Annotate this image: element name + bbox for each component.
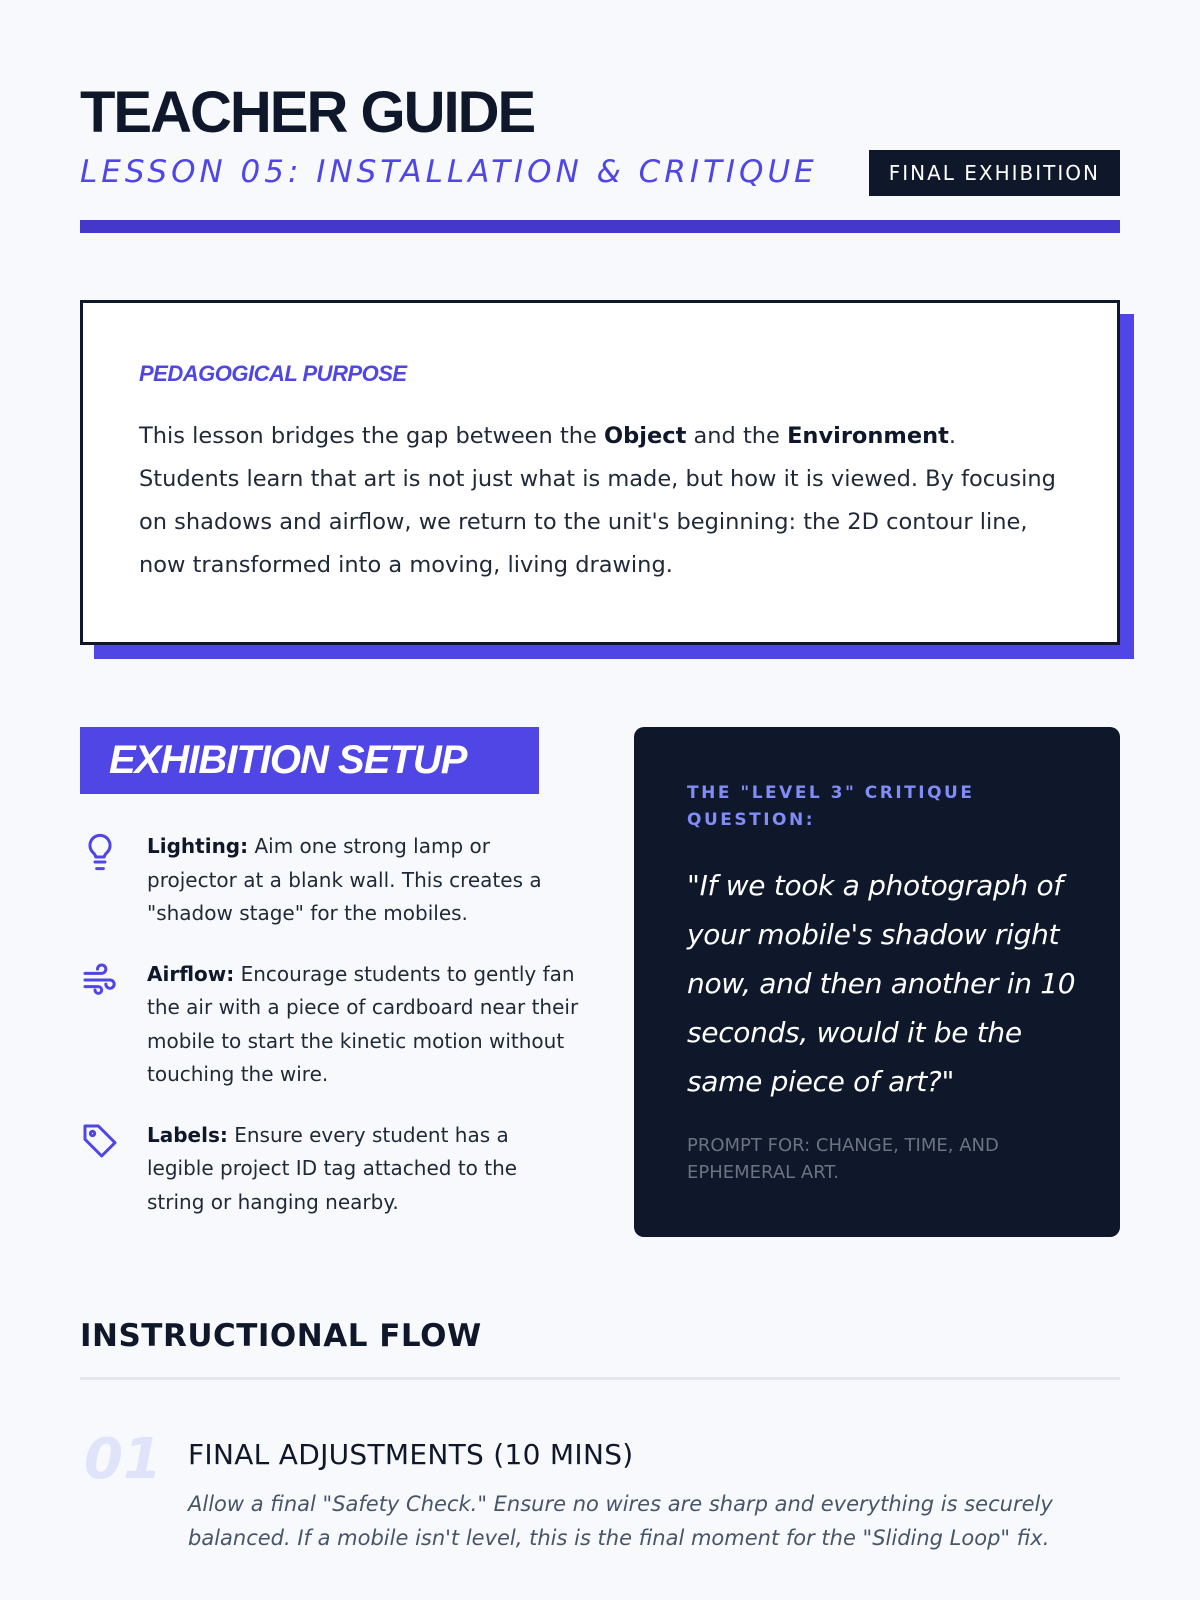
- setup-text: [147, 1119, 580, 1220]
- purpose-bold-environment: Environment: [787, 423, 949, 449]
- setup-description: Ensure every student has a legible project ID tag attached to the string or hanging nearby.: [147, 1122, 518, 1214]
- exhibition-badge: FINAL EXHIBITION: [869, 150, 1120, 196]
- page-title: TEACHER GUIDE: [80, 80, 535, 145]
- purpose-card: [80, 300, 1120, 645]
- purpose-text: [139, 415, 1061, 587]
- purpose-label: PEDAGOGICAL PURPOSE: [139, 361, 407, 386]
- lesson-subtitle: LESSON 05: INSTALLATION & CRITIQUE: [80, 154, 818, 190]
- instructional-flow-heading: INSTRUCTIONAL FLOW: [80, 1318, 482, 1354]
- exhibition-setup-heading: EXHIBITION SETUP: [80, 727, 539, 794]
- critique-quote: "If we took a photograph of your mobile's shadow right now, and then another in 10 seconds, would it be the same piece of art?": [687, 869, 1076, 1098]
- flow-divider: [80, 1377, 1120, 1380]
- setup-term: Labels:: [147, 1122, 228, 1147]
- setup-text: [147, 958, 580, 1092]
- header: [80, 80, 1120, 190]
- setup-term: Airflow:: [147, 961, 235, 986]
- purpose-bold-object: Object: [604, 423, 687, 449]
- header-divider: [80, 220, 1120, 233]
- purpose-text-part: This lesson bridges the gap between the: [139, 423, 605, 449]
- setup-term: Lighting:: [147, 834, 249, 858]
- setup-text: [147, 830, 580, 931]
- setup-item-labels: [80, 1119, 580, 1220]
- setup-description: Encourage students to gently fan the air with a piece of cardboard near their mobile to start the kinetic motion without touching the wire.: [147, 961, 579, 1086]
- setup-item-airflow: [80, 958, 580, 1092]
- step-title: FINAL ADJUSTMENTS (10 MINS): [188, 1438, 634, 1471]
- critique-label: THE "LEVEL 3" CRITIQUE QUESTION:: [687, 783, 975, 830]
- lightbulb-icon: [80, 832, 120, 872]
- critique-card: [634, 727, 1120, 1237]
- setup-description: Aim one strong lamp or projector at a blank wall. This creates a "shadow stage" for the mobiles.: [147, 834, 542, 925]
- setup-list: [80, 830, 580, 1246]
- setup-item-lighting: [80, 830, 580, 931]
- subtitle-row: [80, 150, 1120, 196]
- step-number: 01: [84, 1427, 162, 1492]
- wind-icon: [80, 960, 120, 1000]
- tag-icon: [80, 1121, 120, 1161]
- purpose-text-part: . Students learn that art is not just what is made, but how it is viewed. By focusing on shadows and airflow, we return to the unit's beginning: the 2D contour line, now transformed into a moving, living drawing.: [139, 423, 1056, 578]
- step-description: Allow a final "Safety Check." Ensure no wires are sharp and everything is securely balanced. If a mobile isn't level, this is the final moment for the "Sliding Loop" fix.: [188, 1492, 1053, 1550]
- purpose-text-part: and the: [686, 423, 788, 449]
- critique-prompt: PROMPT FOR: CHANGE, TIME, AND EPHEMERAL ART.: [687, 1135, 999, 1183]
